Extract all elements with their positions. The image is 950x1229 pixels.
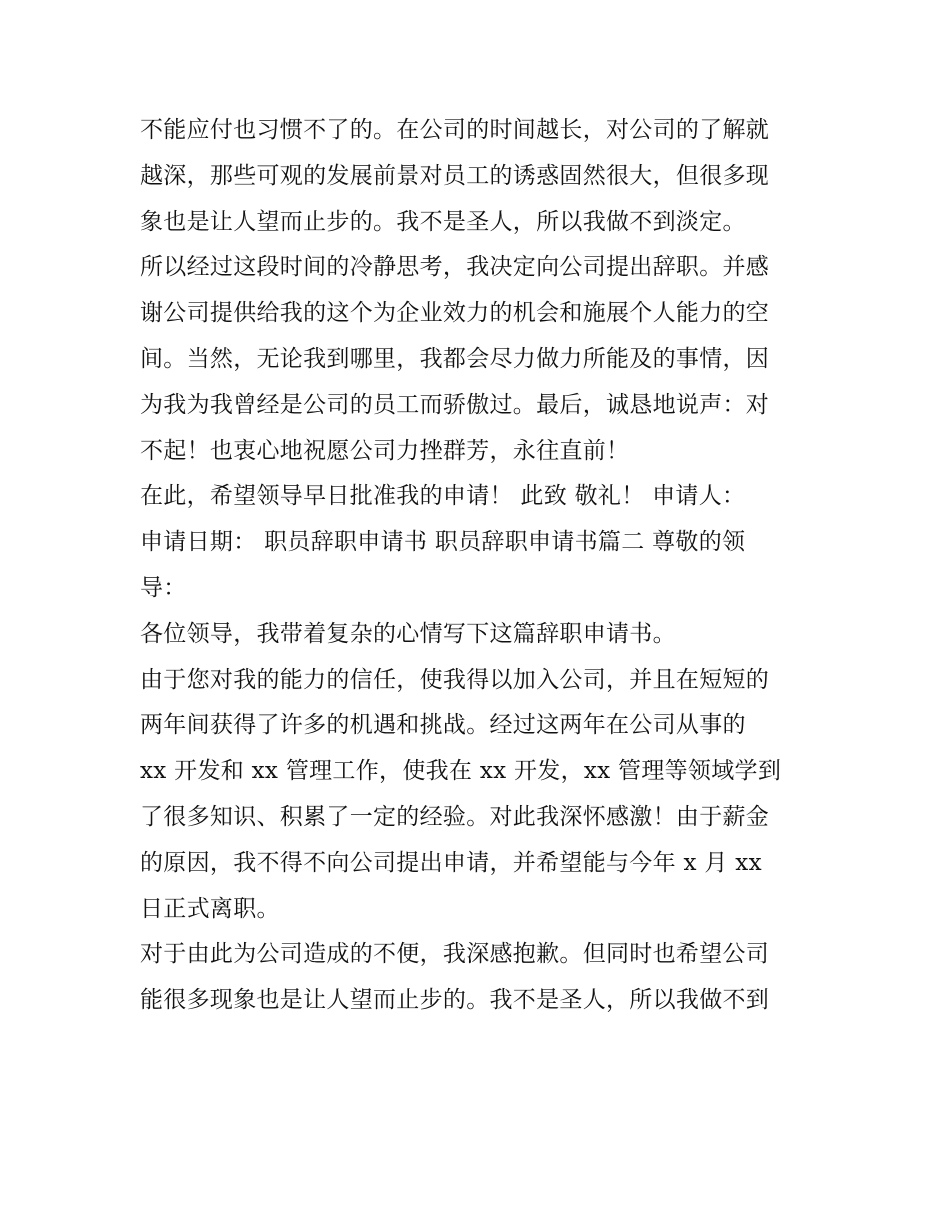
document-body (140, 108, 820, 1024)
text-line: 越深，那些可观的发展前景对员工的诱惑固然很大，但很多现 (140, 162, 770, 189)
text-line: 导： (140, 574, 187, 601)
text-line: 不起！也衷心地祝愿公司力挫群芳，永往直前！ (140, 437, 630, 464)
text-line: 的原因，我不得不向公司提出申请，并希望能与今年 x 月 xx (140, 849, 762, 876)
text-line: 由于您对我的能力的信任，使我得以加入公司，并且在短短的 (140, 666, 770, 693)
text-line: 不能应付也习惯不了的。在公司的时间越长，对公司的了解就 (140, 117, 770, 143)
text-line: 日正式离职。 (140, 895, 280, 922)
text-line: 象也是让人望而止步的。我不是圣人，所以我做不到淡定。 (140, 208, 746, 235)
text-line: 了很多知识、积累了一定的经验。对此我深怀感激！由于薪金 (140, 803, 770, 830)
text-line: xx 开发和 xx 管理工作，使我在 xx 开发，xx 管理等领域学到 (140, 758, 782, 785)
text-line: 对于由此为公司造成的不便，我深感抱歉。但同时也希望公司 (140, 941, 770, 968)
text-line: 为我为我曾经是公司的员工而骄傲过。最后，诚恳地说声：对 (140, 391, 770, 418)
text-line: 所以经过这段时间的冷静思考，我决定向公司提出辞职。并感 (140, 254, 770, 281)
text-line: 各位领导，我带着复杂的心情写下这篇辞职申请书。 (140, 620, 676, 647)
text-line: 申请日期： 职员辞职申请书 职员辞职申请书篇二 尊敬的领 (140, 529, 746, 556)
text-line: 在此，希望领导早日批准我的申请！ 此致 敬礼！ 申请人： (140, 483, 746, 510)
text-line: 间。当然，无论我到哪里，我都会尽力做力所能及的事情，因 (140, 345, 770, 372)
text-line: 能很多现象也是让人望而止步的。我不是圣人，所以我做不到 (140, 987, 770, 1014)
text-line: 谢公司提供给我的这个为企业效力的机会和施展个人能力的空 (140, 300, 770, 327)
text-line: 两年间获得了许多的机遇和挑战。经过这两年在公司从事的 (140, 712, 746, 739)
